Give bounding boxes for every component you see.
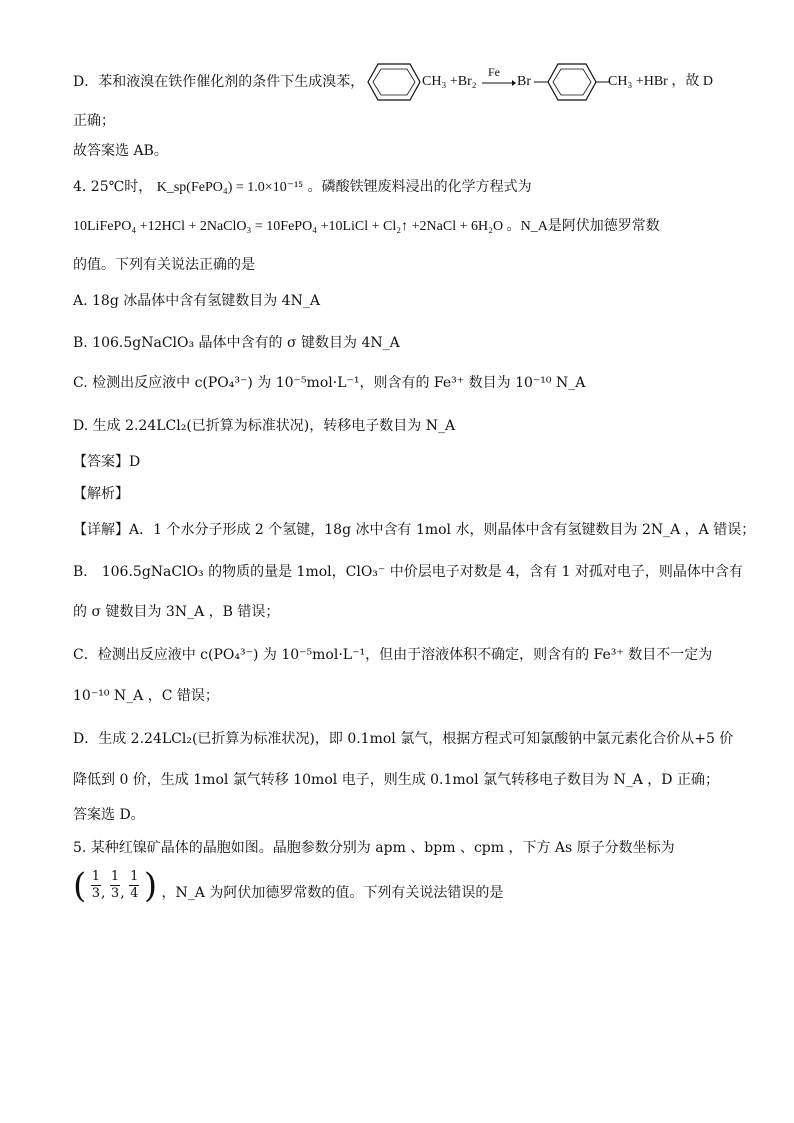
q4-stem-line1: 4. 25℃时， K_sp(FePO₄) = 1.0×10⁻¹⁵ 。磷酸铁锂废料浸出的化学方程式为 [73,179,532,195]
q5-stem-line2: ( $\frac{1}{3}$ , $\frac{1}{3}$ , $\frac{1}{4}$ ) ，N_A 为阿伏加德罗常数的值。下列有关说法错误的是 [73,866,504,906]
q4-answer: 【答案】D [73,454,141,470]
coord-frac-y: $\frac{1}{3}$ [110,869,120,901]
q4-detail-b1: B． 106.5gNaClO₃ 的物质的量是 1mol，ClO₃⁻ 中价层电子对数是 4，含有 1 对孤对电子，则晶体中含有 [73,564,743,580]
q4-option-a: A. 18g 冰晶体中含有氢键数目为 4N_A [73,293,320,309]
q3-d-correct: 正确； [73,113,115,129]
q3-reaction-left: CH₃ +Br₂ [422,74,477,89]
q3-reaction-catalyst: Fe [488,65,500,79]
coord-open-paren: ( [73,866,87,906]
reaction-arrow-icon [482,78,516,88]
q4-detail-a: 【详解】A．1 个水分子形成 2 个氢键，18g 冰中含有 1mol 水，则晶体中含有氢键数目为 2N_A ，A 错误； [73,522,756,538]
q4-detail-d2: 降低到 0 价，生成 1mol 氯气转移 10mol 电子，则生成 0.1mol 氯气转移电子数目为 N_A ，D 正确； [73,772,719,788]
q4-detail-c1: C．检测出反应液中 c(PO₄³⁻) 为 10⁻⁵mol·L⁻¹，但由于溶液体积不确定，则含有的 Fe³⁺ 数目不一定为 [73,647,713,663]
q4-stem-line3: 的值。下列有关说法正确的是 [73,257,255,273]
benzene-ring-left-icon [366,62,422,102]
q4-detail-b2: 的 σ 键数目为 3N_A ，B 错误； [73,604,280,620]
q3-reaction-right: CH₃ +HBr ，故 D [608,74,713,89]
q4-analysis: 【解析】 [73,486,129,502]
benzene-ring-right-icon [534,62,610,102]
q4-option-b: B. 106.5gNaClO₃ 晶体中含有的 σ 键数目为 4N_A [73,335,400,351]
coord-frac-x: $\frac{1}{3}$ [91,869,100,901]
q4-ksp: K_sp(FePO₄) = 1.0×10⁻¹⁵ [156,180,304,195]
q4-option-c: C. 检测出反应液中 c(PO₄³⁻) 为 10⁻⁵mol·L⁻¹，则含有的 Fe³⁺ 数目为 10⁻¹⁰ N_A [73,375,586,391]
q4-option-d: D. 生成 2.24LCl₂(已折算为标准状况)，转移电子数目为 N_A [73,418,456,434]
coord-frac-z: $\frac{1}{4}$ [130,869,139,901]
q4-detail-d1: D．生成 2.24LCl₂(已折算为标准状况)，即 0.1mol 氯气，根据方程式可知氯酸钠中氯元素化合价从+5 价 [73,731,734,747]
q4-detail-c2: 10⁻¹⁰ N_A ，C 错误； [73,688,219,704]
q4-equation: 10LiFePO₄ +12HCl + 2NaClO₃ = 10FePO₄ +10LiCl + Cl₂↑ +2NaCl + 6H₂O 。N_A是阿伏加德罗常数 [73,219,660,234]
q3-option-d [73,72,364,92]
q3-reaction-br: Br [517,74,531,89]
q3-option-d-text: D．苯和液溴在铁作催化剂的条件下生成溴苯， [73,74,365,90]
q5-stem-line1: 5. 某种红镍矿晶体的晶胞如图。晶胞参数分别为 apm 、bpm 、cpm ，下方 As 原子分数坐标为 [73,840,675,856]
q3-conclusion: 故答案选 AB。 [73,143,168,159]
coord-close-paren: ) [143,866,158,906]
q4-conclusion: 答案选 D。 [73,807,145,823]
